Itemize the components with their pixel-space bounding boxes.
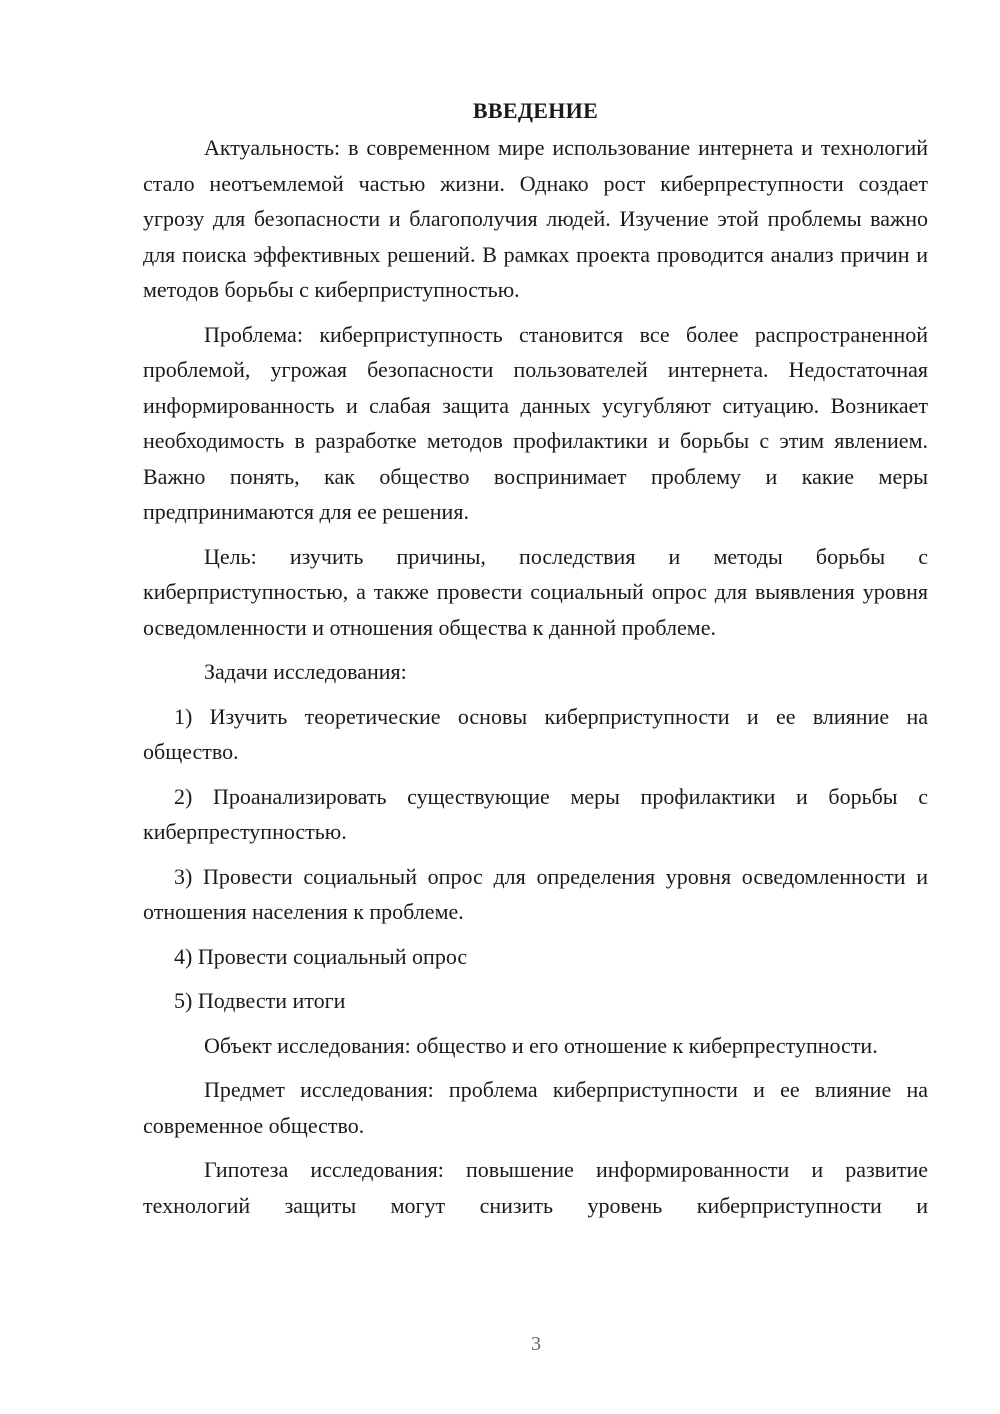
page-number: 3 [531, 1333, 541, 1355]
task-item-2: 2) Проанализировать существующие меры профилактики и борьбы с киберпреступностью. [143, 783, 928, 844]
paragraph-hypothesis: Гипотеза исследования: повышение информированности и развитие технологий защиты могут снизить уровень киберприступности и [143, 1157, 928, 1218]
page-title: ВВЕДЕНИЕ [472, 98, 599, 123]
task-item-4: 4) Провести социальный опрос [174, 943, 468, 969]
task-item-5: 5) Подвести итоги [174, 988, 346, 1013]
task-item-3: 3) Провести социальный опрос для определения уровня осведомленности и отношения населения к проблеме. [143, 863, 928, 924]
paragraph-goal: Цель: изучить причины, последствия и методы борьбы с киберприступностью, а также провести социальный опрос для выявления уровня осведомленности и отношения общества к данной проблеме. [143, 543, 928, 640]
paragraph-relevance: Актуальность: в современном мире использование интернета и технологий стало неотъемлемой частью жизни. Однако рост киберпреступности создает угрозу для безопасности и благополучия людей. Изучение этой проблемы важно для поиска эффективных решений. В рамках проекта проводится анализ причин и методов борьбы с киберприступностью. [143, 135, 928, 302]
document-page [143, 96, 928, 1232]
task-item-1: 1) Изучить теоретические основы киберприступности и ее влияние на общество. [143, 703, 928, 764]
paragraph-subject: Предмет исследования: проблема киберприступности и ее влияние на современное общество. [143, 1077, 928, 1138]
paragraph-object: Объект исследования: общество и его отношение к киберпреступности. [204, 1032, 878, 1058]
paragraph-problem: Проблема: киберприступность становится все более распространенной проблемой, угрожая безопасности пользователей интернета. Недостаточная информированность и слабая защита данных усугубляют ситуацию. Возникает необходимость в разработке методов профилактики и борьбы с этим явлением. Важно понять, как общество воспринимает проблему и какие меры предпринимаются для ее решения. [143, 321, 928, 524]
tasks-title: Задачи исследования: [204, 659, 407, 684]
